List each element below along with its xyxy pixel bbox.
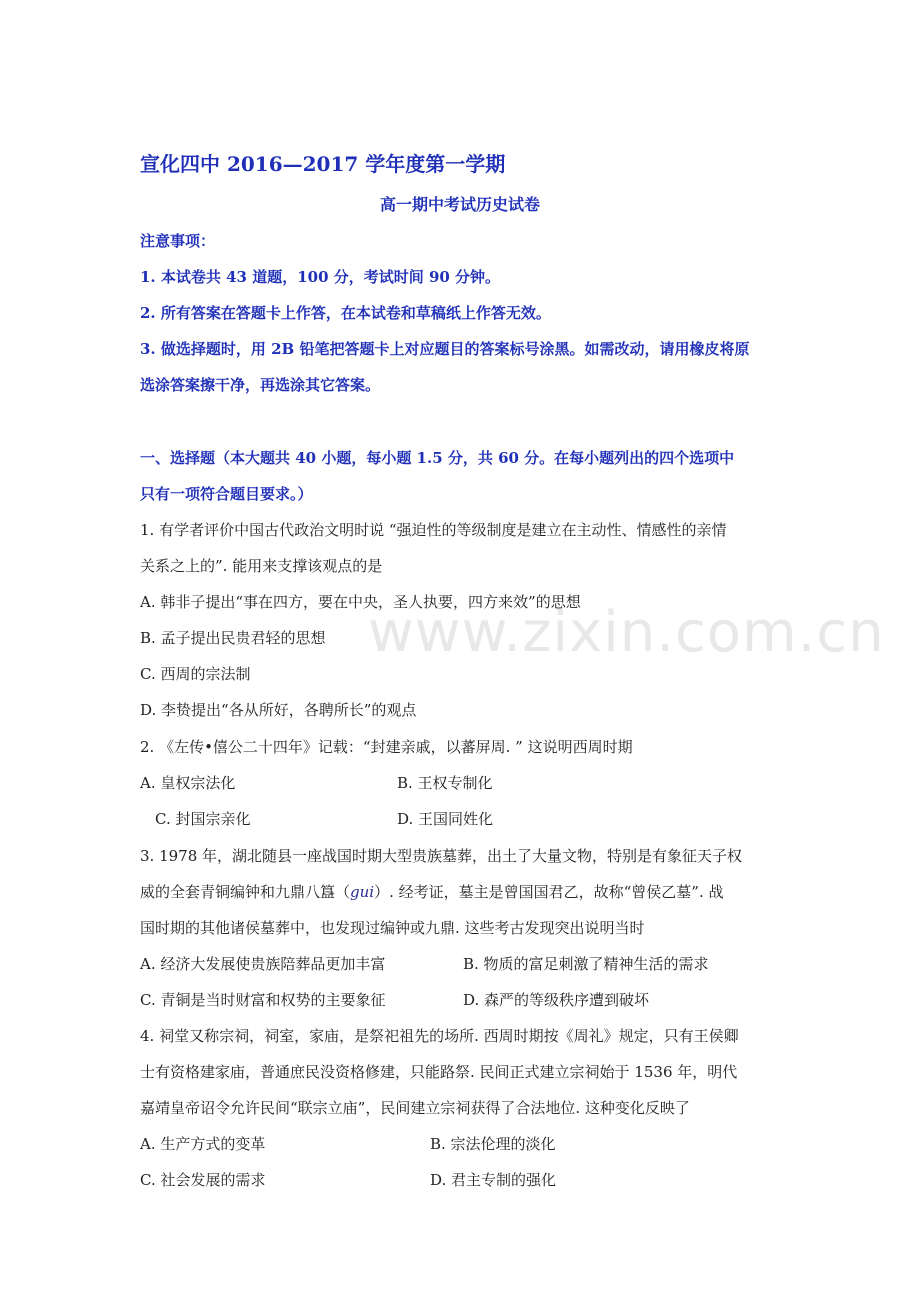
watermark: www.zixin.com.cn bbox=[368, 600, 885, 665]
question-option: C. 社会发展的需求 bbox=[140, 1171, 266, 1189]
page-title: 宣化四中 2016—2017 学年度第一学期 bbox=[140, 152, 506, 176]
question-stem: 士有资格建家庙，普通庶民没资格修建，只能路祭. 民间正式建立宗祠始于 1536 年，明代 bbox=[140, 1063, 738, 1081]
question-option: C. 封国宗亲化 bbox=[155, 810, 251, 828]
question-option: B. 宗法伦理的淡化 bbox=[430, 1135, 556, 1153]
question-stem: 关系之上的”. 能用来支撑该观点的是 bbox=[140, 557, 383, 575]
question-stem: 威的全套青铜编钟和九鼎八簋（gui）. 经考证，墓主是曾国国君乙，故称“曾侯乙墓”. 战 bbox=[140, 883, 724, 901]
question-option: D. 森严的等级秩序遭到破坏 bbox=[463, 991, 650, 1009]
question-option: B. 王权专制化 bbox=[397, 774, 493, 792]
question-option: A. 皇权宗法化 bbox=[140, 774, 236, 792]
section-heading: 一、选择题（本大题共 40 小题，每小题 1.5 分，共 60 分。在每小题列出的四个选项中 bbox=[140, 449, 735, 467]
notice-heading: 注意事项： bbox=[140, 232, 216, 250]
question-stem: 嘉靖皇帝诏令允许民间“联宗立庙”，民间建立宗祠获得了合法地位. 这种变化反映了 bbox=[140, 1099, 690, 1117]
question-option: D. 王国同姓化 bbox=[397, 810, 494, 828]
question-stem: 3. 1978 年，湖北随县一座战国时期大型贵族墓葬，出土了大量文物，特别是有象征天子权 bbox=[140, 847, 743, 865]
question-stem: 2. 《左传•僖公二十四年》记载：“封建亲戚，以蕃屏周. ” 这说明西周时期 bbox=[140, 738, 633, 756]
question-stem: 4. 祠堂又称宗祠，祠室，家庙，是祭祀祖先的场所. 西周时期按《周礼》规定，只有王侯卿 bbox=[140, 1027, 739, 1045]
question-option: A. 韩非子提出“事在四方，要在中央，圣人执要，四方来效”的思想 bbox=[140, 593, 581, 611]
question-stem: 国时期的其他诸侯墓葬中，也发现过编钟或九鼎. 这些考古发现突出说明当时 bbox=[140, 919, 645, 937]
section-heading: 只有一项符合题目要求。） bbox=[140, 485, 313, 503]
question-option: D. 李贽提出“各从所好，各聘所长”的观点 bbox=[140, 701, 417, 719]
notice-item: 3. 做选择题时，用 2B 铅笔把答题卡上对应题目的答案标号涂黑。如需改动，请用橡皮将原 bbox=[140, 340, 750, 358]
page-subtitle: 高一期中考试历史试卷 bbox=[379, 195, 540, 214]
question-option: B. 孟子提出民贵君轻的思想 bbox=[140, 629, 326, 647]
question-stem: 1. 有学者评价中国古代政治文明时说 “强迫性的等级制度是建立在主动性、情感性的亲情 bbox=[140, 521, 727, 539]
question-option: A. 经济大发展使贵族陪葬品更加丰富 bbox=[140, 955, 386, 973]
question-option: C. 西周的宗法制 bbox=[140, 665, 251, 683]
notice-item: 选涂答案擦干净，再选涂其它答案。 bbox=[140, 376, 381, 394]
notice-item: 1. 本试卷共 43 道题，100 分，考试时间 90 分钟。 bbox=[140, 268, 501, 286]
pinyin-annotation: gui bbox=[350, 883, 375, 901]
question-option: A. 生产方式的变革 bbox=[140, 1135, 266, 1153]
question-option: B. 物质的富足刺激了精神生活的需求 bbox=[463, 955, 709, 973]
question-option: D. 君主专制的强化 bbox=[430, 1171, 557, 1189]
question-option: C. 青铜是当时财富和权势的主要象征 bbox=[140, 991, 386, 1009]
notice-item: 2. 所有答案在答题卡上作答，在本试卷和草稿纸上作答无效。 bbox=[140, 304, 551, 322]
